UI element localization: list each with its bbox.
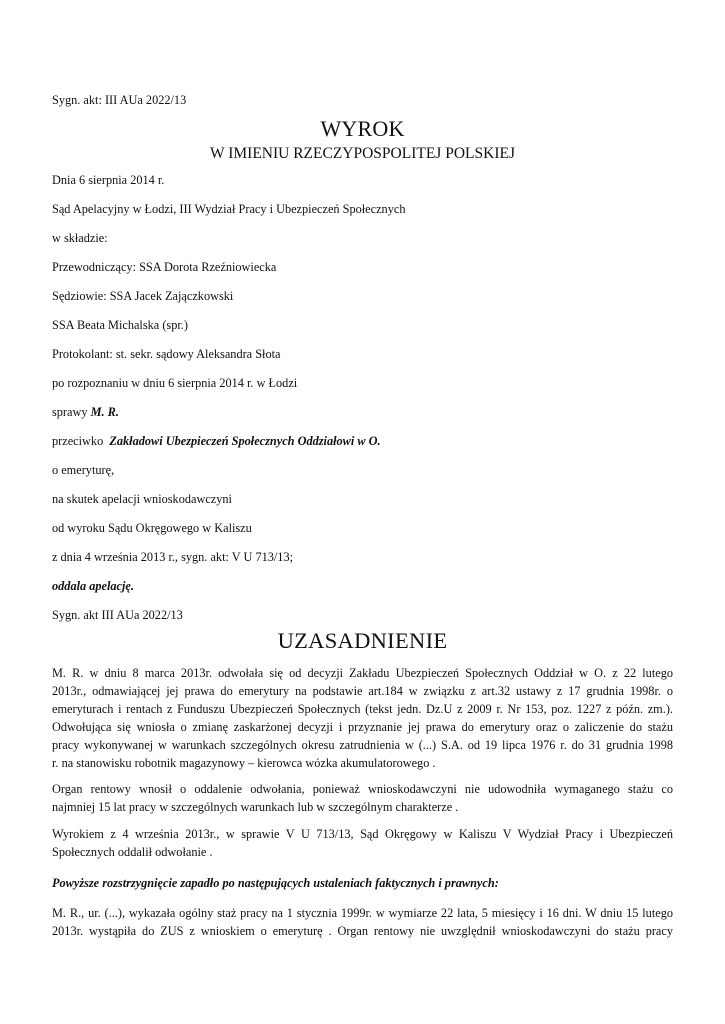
hearing-info: po rozpoznaniu w dniu 6 sierpnia 2014 r. w Łodzi <box>52 376 298 390</box>
case-signature-top: Sygn. akt: III AUa 2022/13 <box>52 93 187 107</box>
justification-title: UZASADNIENIE <box>277 628 448 653</box>
paragraph-line: Wyrokiem z 4 września 2013r., w sprawie V U 713/13, Sąd Okręgowy w Kaliszu V Wydział Pracy i Ubezpieczeń <box>52 827 673 841</box>
justification-paragraph-3 <box>52 825 673 861</box>
lower-court-judgment: od wyroku Sądu Okręgowego w Kaliszu <box>52 521 252 535</box>
case-party-line <box>52 405 119 420</box>
case-party: M. R. <box>90 405 119 419</box>
paragraph-line: 2013r. wystąpiła do ZUS z wnioskiem o emeryturę . Organ rentowy nie uwzględnił wnioskodawczyni do stażu pracy <box>52 924 673 938</box>
paragraph-line: M. R., ur. (...), wykazała ogólny staż pracy na 1 stycznia 1999r. w wymiarze 22 lata, 5 miesięcy i 16 dni. W dniu 15 lutego <box>52 906 673 920</box>
appeal-info: na skutek apelacji wnioskodawczyni <box>52 492 232 506</box>
paragraph-line: Odwołująca się wniosła o zmianę zaskarżonej decyzji i przyznanie jej prawa do emerytury oraz o zaliczenie do stażu <box>52 720 673 734</box>
paragraph-line: emeryturach i rentach z Funduszu Ubezpieczeń Społecznych (tekst jedn. Dz.U z 2009 r. Nr 153, poz. 1227 z późn. zm.). <box>52 702 673 716</box>
court-clerk: Protokolant: st. sekr. sądowy Aleksandra Słota <box>52 347 281 361</box>
paragraph-line: 2013r., odmawiającej jej prawa do emerytury na podstawie art.184 w związku z art.32 ustawy z 17 grudnia 1998r. o <box>52 684 673 698</box>
case-prefix: sprawy <box>52 405 91 419</box>
paragraph-line: pracy wykonywanej w warunkach szczególnych okresu zatrudnienia w (...) S.A. od 19 lipca 1976 r. do 31 grudnia 1998 <box>52 738 673 752</box>
against-party-line <box>52 434 381 449</box>
paragraph-line: Społecznych oddalił odwołanie . <box>52 845 213 859</box>
against-party: Zakładowi Ubezpieczeń Społecznych Oddziałowi w O. <box>109 434 381 448</box>
justification-facts-heading: Powyższe rozstrzygnięcie zapadło po następujących ustaleniach faktycznych i prawnych: <box>52 876 499 890</box>
decision: oddala apelację. <box>52 579 134 593</box>
judgment-date: Dnia 6 sierpnia 2014 r. <box>52 173 165 187</box>
paragraph-line: M. R. w dniu 8 marca 2013r. odwołała się od decyzji Zakładu Ubezpieczeń Społecznych Oddział w O. z 22 lutego <box>52 666 673 680</box>
case-signature-justification: Sygn. akt III AUa 2022/13 <box>52 608 183 622</box>
paragraph-line: najmniej 15 lat pracy w szczególnych warunkach lub w szczególnym charakterze . <box>52 800 459 814</box>
judges: Sędziowie: SSA Jacek Zajączkowski <box>52 289 234 303</box>
against-prefix: przeciwko <box>52 434 110 448</box>
case-subject: o emeryturę, <box>52 463 115 477</box>
justification-paragraph-5 <box>52 904 673 940</box>
lower-judgment-date: z dnia 4 września 2013 r., sygn. akt: V U 713/13; <box>52 550 294 564</box>
justification-paragraph-2 <box>52 780 673 816</box>
judgment-title: WYROK <box>320 116 405 141</box>
paragraph-line: Organ rentowy wnosił o oddalenie odwołania, ponieważ wnioskodawczyni nie udowodniła wymaganego stażu co <box>52 782 673 796</box>
judge-rapporteur: SSA Beata Michalska (spr.) <box>52 318 188 332</box>
composition-intro: w składzie: <box>52 231 108 245</box>
judgment-subtitle: W IMIENIU RZECZYPOSPOLITEJ POLSKIEJ <box>210 145 515 162</box>
justification-paragraph-1 <box>52 664 673 772</box>
paragraph-line: r. na stanowisku robotnik magazynowy – kierowca wózka akumulatorowego . <box>52 756 436 770</box>
court-name: Sąd Apelacyjny w Łodzi, III Wydział Pracy i Ubezpieczeń Społecznych <box>52 202 406 216</box>
presiding-judge: Przewodniczący: SSA Dorota Rzeźniowiecka <box>52 260 277 274</box>
